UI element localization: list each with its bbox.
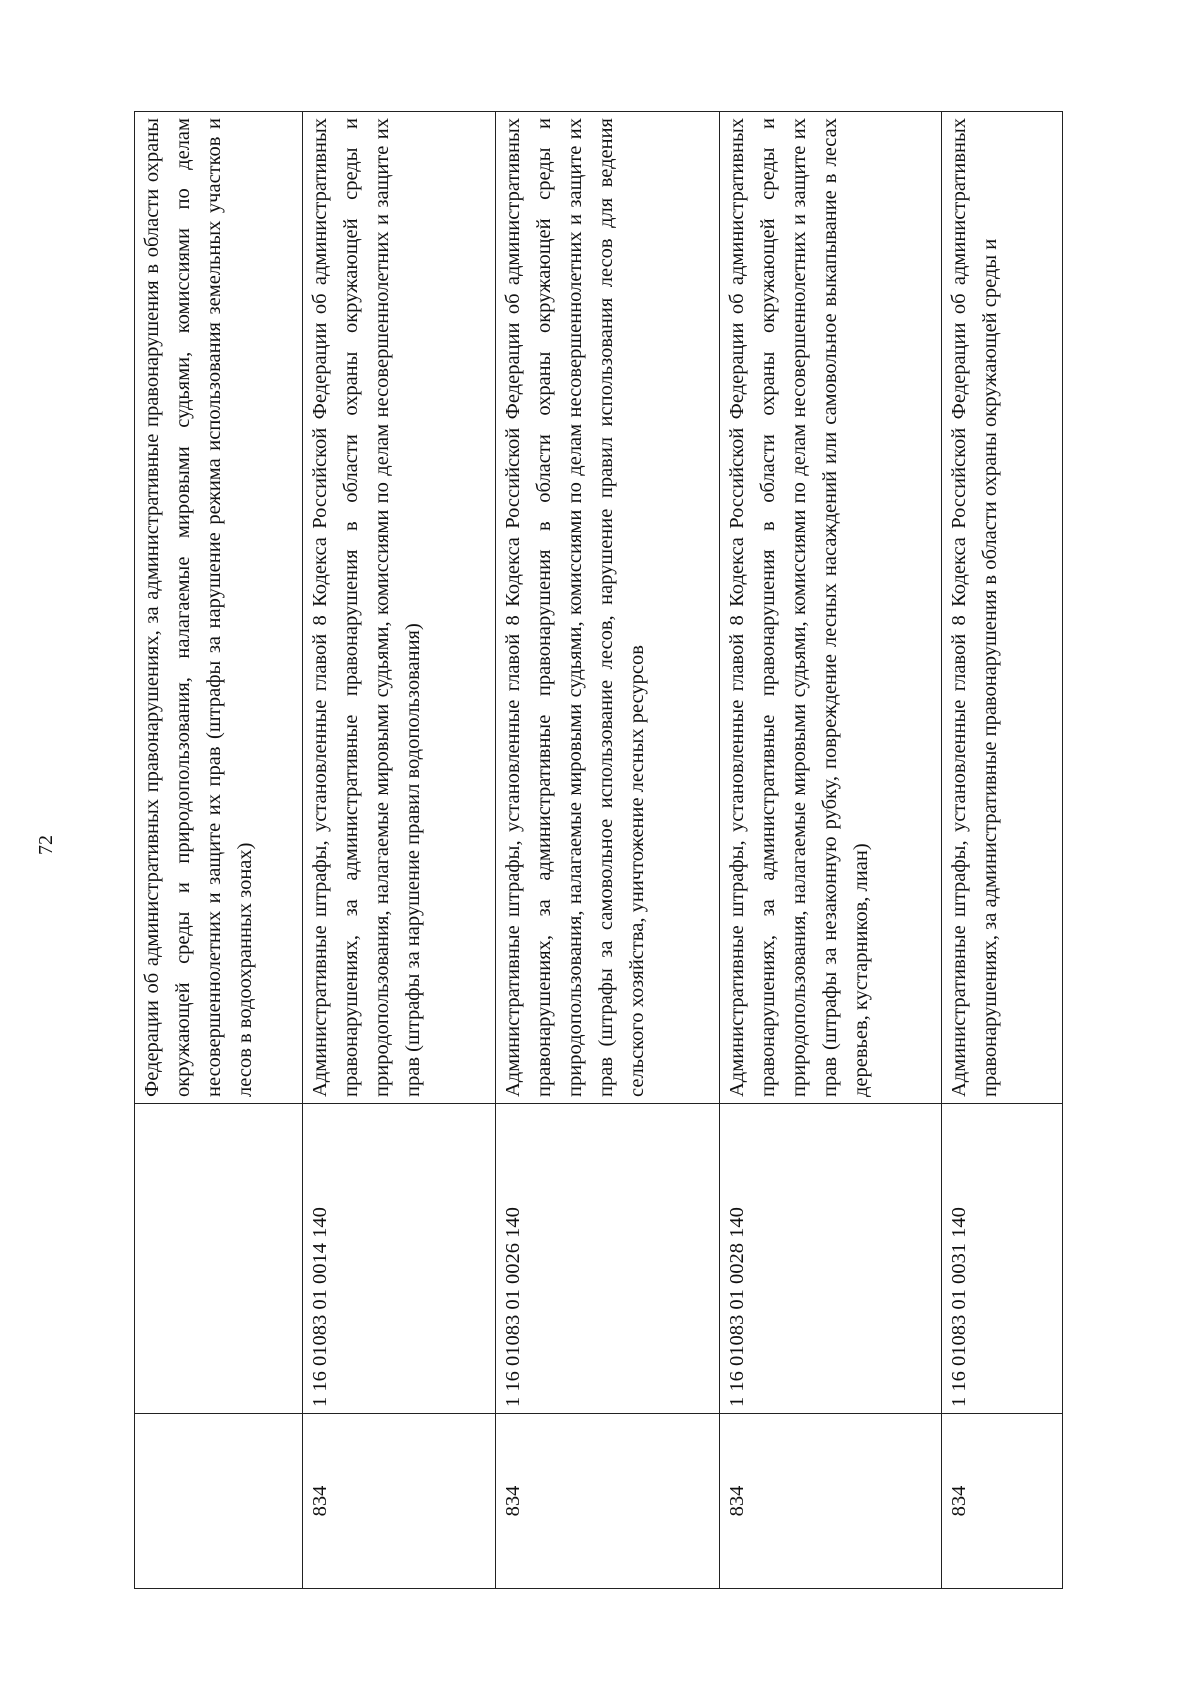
table-row <box>720 112 942 1589</box>
table-row <box>135 112 303 1589</box>
kbk-code-cell <box>135 1104 303 1414</box>
admin-code-cell: 834 <box>303 1414 496 1589</box>
admin-code-cell: 834 <box>942 1414 1063 1589</box>
table-row <box>303 112 496 1589</box>
description-cell: Административные штрафы, установленные главой 8 Кодекса Российской Федерации об административных правонарушениях, за административные правонарушения в области охраны окружающей среды и природопользования, налагаемые мировыми судьями, комиссиями по делам несовершеннолетних и защите их прав (штрафы за самовольное использование лесов, нарушение правил использования лесов для ведения сельского хозяйства, уничтожение лесных ресурсов <box>496 112 720 1104</box>
kbk-code-cell: 1 16 01083 01 0014 140 <box>303 1104 496 1414</box>
table-row <box>942 112 1063 1589</box>
admin-code-cell: 834 <box>720 1414 942 1589</box>
page-number: 72 <box>35 835 57 855</box>
landscape-table-wrapper <box>134 111 1062 1589</box>
budget-codes-table <box>134 111 1063 1589</box>
description-cell: Административные штрафы, установленные главой 8 Кодекса Российской Федерации об административных правонарушениях, за административные правонарушения в области охраны окружающей среды и <box>942 112 1063 1104</box>
rotated-table-area <box>134 111 1062 1589</box>
kbk-code-cell: 1 16 01083 01 0031 140 <box>942 1104 1063 1414</box>
description-cell: Административные штрафы, установленные главой 8 Кодекса Российской Федерации об административных правонарушениях, за административные правонарушения в области охраны окружающей среды и природопользования, налагаемые мировыми судьями, комиссиями по делам несовершеннолетних и защите их прав (штрафы за нарушение правил водопользования) <box>303 112 496 1104</box>
admin-code-cell: 834 <box>496 1414 720 1589</box>
kbk-code-cell: 1 16 01083 01 0028 140 <box>720 1104 942 1414</box>
admin-code-cell <box>135 1414 303 1589</box>
kbk-code-cell: 1 16 01083 01 0026 140 <box>496 1104 720 1414</box>
description-cell: Административные штрафы, установленные главой 8 Кодекса Российской Федерации об административных правонарушениях, за административные правонарушения в области охраны окружающей среды и природопользования, налагаемые мировыми судьями, комиссиями по делам несовершеннолетних и защите их прав (штрафы за незаконную рубку, повреждение лесных насаждений или самовольное выкапывание в лесах деревьев, кустарников, лиан) <box>720 112 942 1104</box>
table-row <box>496 112 720 1589</box>
description-cell: Федерации об административных правонарушениях, за административные правонарушения в области охраны окружающей среды и природопользования, налагаемые мировыми судьями, комиссиями по делам несовершеннолетних и защите их прав (штрафы за нарушение режима использования земельных участков и лесов в водоохранных зонах) <box>135 112 303 1104</box>
